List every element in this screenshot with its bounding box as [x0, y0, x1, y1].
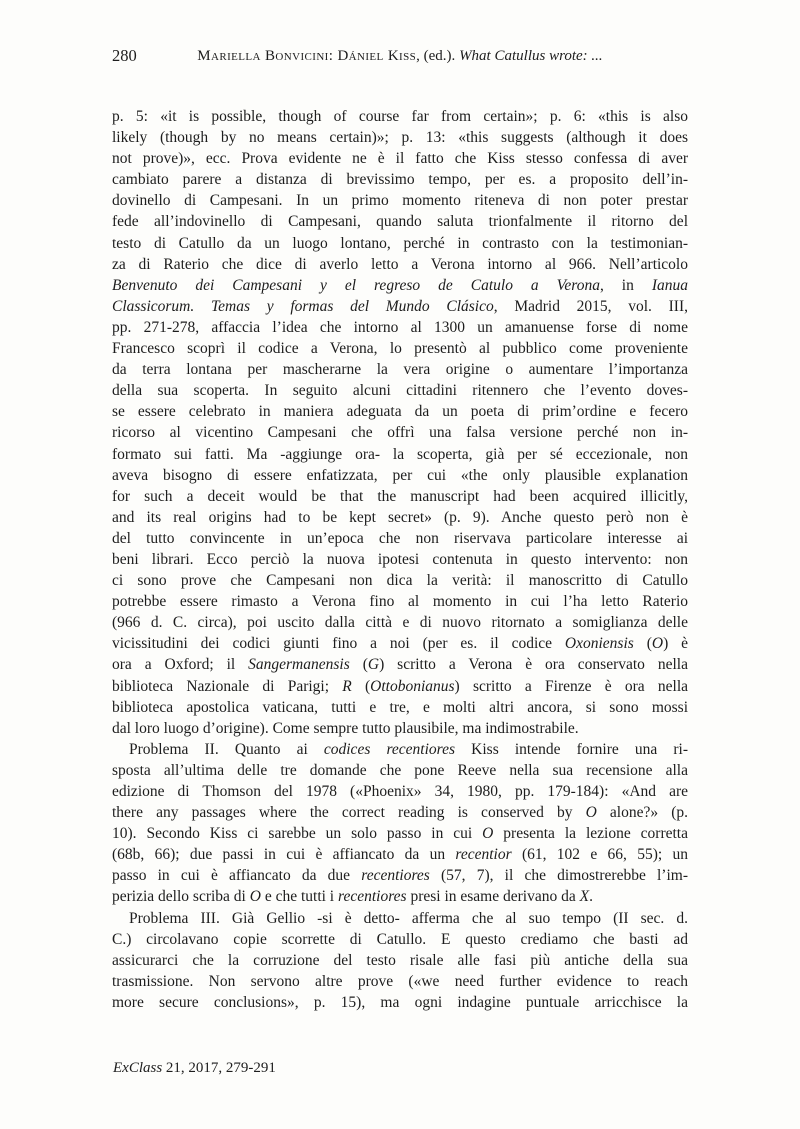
italic-text: R — [342, 677, 352, 695]
plain-text: , in — [599, 276, 652, 294]
body-line — [112, 233, 688, 254]
body-line — [112, 718, 688, 739]
plain-text: del tutto convincente in un’epoca che non riservava particolare interesse ai — [112, 529, 688, 547]
body-line — [112, 654, 688, 675]
plain-text: presi in esame derivano da — [406, 888, 580, 906]
body-line — [112, 275, 688, 296]
body-line — [112, 296, 688, 317]
body-line — [112, 148, 688, 169]
body-line — [112, 929, 688, 950]
plain-text: likely (though by no means certain)»; p. 13: «this suggests (although it does — [112, 129, 688, 147]
page-header — [112, 46, 688, 68]
body-line — [112, 254, 688, 275]
body-line — [112, 760, 688, 781]
italic-text: Benvenuto dei Campesani y el regreso de Catulo a Verona — [112, 276, 600, 294]
paragraph — [112, 106, 688, 739]
plain-text: assicurarci che la corruzione del testo risale alle fasi più antiche della sua — [112, 951, 688, 969]
paragraph — [112, 739, 688, 908]
body-line — [112, 865, 688, 886]
body-text — [112, 106, 688, 1013]
plain-text: and its real origins had to be kept secret» (p. 9). Anche questo però non è — [112, 508, 688, 526]
page-number: 280 — [112, 46, 137, 65]
plain-text: , (ed.). — [416, 48, 460, 64]
italic-text: recentiores — [337, 888, 407, 906]
plain-text: ora a Oxford; il — [112, 656, 249, 674]
plain-text: dovinello di Campesani. In un primo momento riteneva di non poter prestar — [112, 192, 688, 210]
paragraph — [112, 908, 688, 1013]
body-line — [112, 612, 688, 633]
italic-text: O — [585, 804, 597, 822]
body-line — [112, 338, 688, 359]
plain-text: edizione di Thomson del 1978 («Phoenix» 34, 1980, pp. 179-184): «And are — [112, 783, 688, 800]
italic-text: Ianua — [651, 276, 688, 294]
body-line — [112, 549, 688, 570]
plain-text: ) scritto a Firenze è ora nella — [454, 677, 688, 695]
body-line — [112, 507, 688, 528]
plain-text: se essere celebrato in maniera adeguata da un poeta di prim’ordine e fecero — [112, 403, 688, 421]
plain-text: ( — [351, 677, 371, 695]
plain-text: , Madrid 2015, vol. III, — [493, 297, 689, 315]
body-line — [112, 401, 688, 422]
plain-text: C.) circolavano copie scorrette di Catullo. E questo crediamo che basti ad — [112, 930, 688, 948]
italic-text: G — [367, 656, 380, 674]
plain-text: vicissitudini dei codici giunti fino a noi (per es. il codice — [112, 635, 565, 653]
plain-text: dal loro luogo d’origine). Come sempre tutto plausibile, ma indimostrabile. — [112, 719, 579, 737]
plain-text: beni librari. Ecco perciò la nuova ipotesi contenuta in questo intervento: non — [112, 550, 688, 568]
italic-text: O — [651, 635, 664, 653]
plain-text: sposta all’ultima delle tre domande che pone Reeve nella sua recensione alla — [112, 761, 688, 779]
plain-text: (68b, 66); due passi in cui è affiancato da un — [112, 846, 456, 864]
plain-text: ( — [349, 656, 368, 674]
plain-text: Problema II. Quanto ai — [129, 740, 324, 758]
body-line — [112, 380, 688, 401]
plain-text: ) scritto a Verona è ora conservato nella — [379, 656, 688, 674]
plain-text: fede all’indovinello di Campesani, quando saluta trionfalmente il ritorno del — [112, 213, 688, 231]
body-line — [112, 359, 688, 380]
plain-text: potrebbe essere rimasto a Verona fino al momento in cui l’ha letto Raterio — [112, 593, 688, 611]
journal-citation — [113, 1058, 276, 1078]
italic-text: Classicorum. Temas y formas del Mundo Clásico — [112, 297, 494, 315]
plain-text: 21, 2017, 279-291 — [162, 1060, 276, 1076]
plain-text: biblioteca Nazionale di Parigi; — [112, 677, 343, 695]
body-line — [112, 465, 688, 486]
plain-text: 10). Secondo Kiss ci sarebbe un solo passo in cui — [112, 825, 483, 843]
italic-text: ExClass — [113, 1060, 163, 1076]
plain-text: passo in cui è affiancato da due — [112, 867, 362, 885]
plain-text: not prove)», ecc. Prova evidente ne è il fatto che Kiss stesso confessa di aver — [112, 150, 688, 168]
body-line — [112, 127, 688, 148]
italic-text: recentiores — [361, 867, 430, 885]
plain-text: ci sono prove che Campesani non dica la verità: il manoscritto di Catullo — [112, 572, 688, 590]
italic-text: What Catullus wrote: ... — [459, 48, 603, 64]
plain-text: Problema III. Già Gellio -si è detto- afferma che al suo tempo (II sec. d. — [129, 909, 688, 927]
italic-text: codices recentiores — [323, 740, 456, 758]
running-head — [112, 46, 688, 66]
body-line — [112, 950, 688, 971]
plain-text: for such a deceit would be that the manuscript had been acquired illicitly, — [112, 487, 688, 505]
body-line — [112, 908, 688, 929]
plain-text: perizia dello scriba di — [112, 888, 250, 906]
body-line — [112, 106, 688, 127]
body-line — [112, 570, 688, 591]
plain-text: da terra lontana per mascherarne la vera origine o aumentare l’importanza — [112, 361, 688, 379]
plain-text: formato sui fatti. Ma -aggiunge ora- la scoperta, già per sé eccezionale, non — [112, 445, 688, 463]
body-line — [112, 486, 688, 507]
plain-text: za di Raterio che dice di averlo letto a Verona intorno al 966. Nell’articolo — [112, 255, 688, 273]
plain-text: Kiss intende fornire una ri- — [455, 740, 688, 758]
plain-text: pp. 271-278, affaccia l’idea che intorno al 1300 un amanuense forse di nome — [112, 318, 688, 336]
body-line — [112, 211, 688, 232]
plain-text: cambiato parere a distanza di brevissimo tempo, per es. a proposito dell’in- — [112, 171, 688, 189]
plain-text: testo di Catullo da un luogo lontano, perché in contrasto con la testimonian- — [112, 234, 688, 252]
body-line — [112, 697, 688, 718]
body-line — [112, 190, 688, 211]
plain-text: (57, 7), il che dimostrerebbe l’im- — [429, 867, 688, 885]
body-line — [112, 886, 688, 907]
italic-text: Ottobonianus — [370, 677, 455, 695]
plain-text: aveva bisogno di essere enfatizzata, per cui «the only plausible explanation — [112, 466, 688, 484]
body-line — [112, 444, 688, 465]
plain-text: more secure conclusions», p. 15), ma ogni indagine puntuale arricchisce la — [112, 993, 688, 1011]
plain-text: (966 d. C. circa), poi uscito dalla città e di nuovo ritornato a somiglianza delle — [112, 614, 688, 632]
smallcaps-text: Mariella Bonvicini: Dániel Kiss — [197, 48, 417, 64]
body-line — [112, 317, 688, 338]
plain-text: p. 5: «it is possible, though of course far from certain»; p. 6: «this is also — [112, 108, 688, 125]
body-line — [112, 992, 688, 1013]
body-line — [112, 781, 688, 802]
plain-text: (61, 102 e 66, 55); un — [511, 846, 688, 864]
body-line — [112, 802, 688, 823]
italic-text: X — [579, 888, 590, 906]
plain-text: trasmissione. Non servono altre prove («we need further evidence to reach — [112, 972, 688, 990]
body-line — [112, 633, 688, 654]
body-line — [112, 676, 688, 697]
plain-text: Francesco scoprì il codice a Verona, lo presentò al pubblico come proveniente — [112, 340, 688, 358]
plain-text: ) è — [663, 635, 688, 653]
plain-text: alone?» (p. — [596, 804, 689, 822]
plain-text: there any passages where the correct reading is conserved by — [112, 804, 586, 822]
italic-text: recentior — [455, 846, 512, 864]
body-line — [112, 844, 688, 865]
plain-text: ricorso al vicentino Campesani che offrì una falsa versione perché non in- — [112, 424, 688, 442]
italic-text: O — [482, 825, 494, 843]
plain-text: presenta la lezione corretta — [493, 825, 688, 843]
body-line — [112, 739, 688, 760]
body-line — [112, 591, 688, 612]
body-line — [112, 169, 688, 190]
body-line — [112, 823, 688, 844]
body-line — [112, 971, 688, 992]
italic-text: Sangermanensis — [248, 656, 350, 674]
plain-text: e che tutti i — [260, 888, 338, 906]
plain-text: della sua scoperta. In seguito alcuni cittadini ritennero che l’evento doves- — [112, 382, 688, 400]
body-line — [112, 528, 688, 549]
plain-text: biblioteca apostolica vaticana, tutti e tre, e molti altri ancora, si sono mossi — [112, 698, 688, 716]
italic-text: Oxoniensis — [564, 635, 634, 653]
italic-text: O — [249, 888, 261, 906]
plain-text: ( — [633, 635, 652, 653]
plain-text: . — [589, 888, 593, 906]
body-line — [112, 422, 688, 443]
